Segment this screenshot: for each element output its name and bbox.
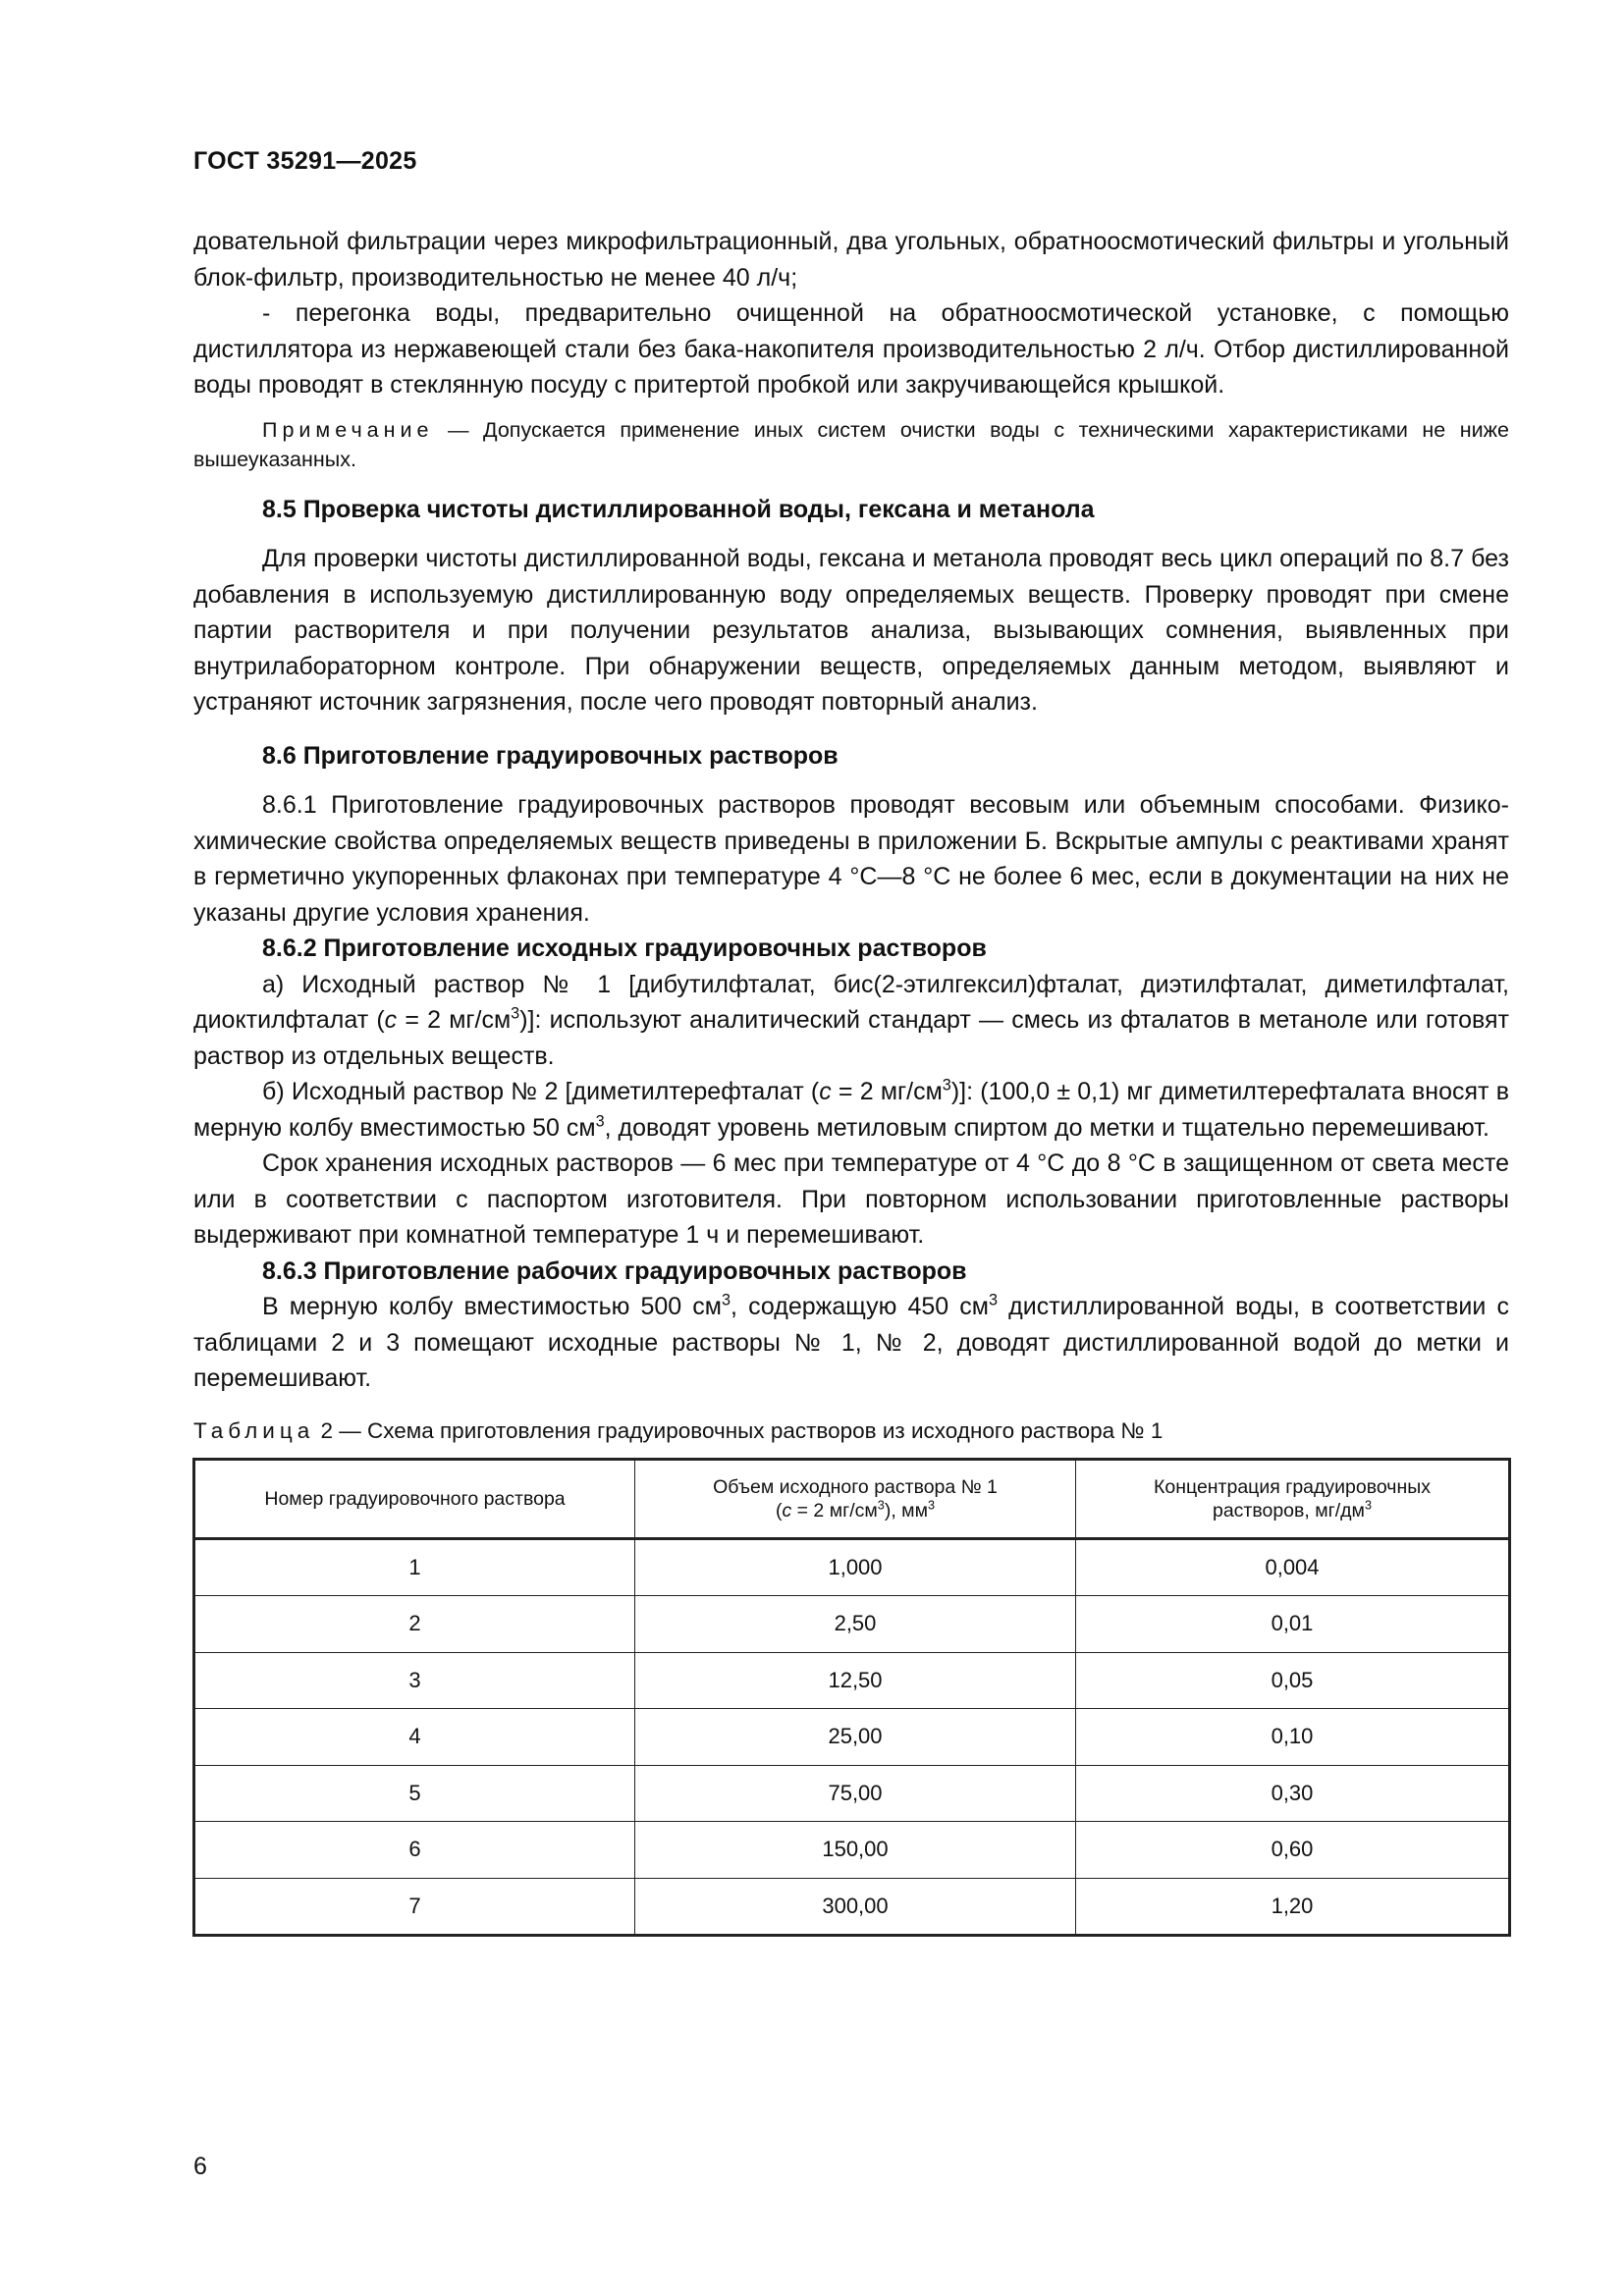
- paragraph-stock-solution-2: [193, 1074, 1509, 1146]
- concentration-symbol: с: [819, 1078, 832, 1105]
- document-header: ГОСТ 35291—2025: [193, 147, 417, 175]
- cell-solution-number: 1: [194, 1538, 635, 1596]
- stock-2-text-c: )]: (100,0 ± 0,1) мг диметилтерефталата вносят в мерную колбу вместимостью 50 см: [193, 1078, 1509, 1142]
- col3-line2: растворов, мг/дм: [1212, 1499, 1365, 1522]
- cell-solution-number: 6: [194, 1822, 635, 1879]
- paragraph-distillation: - перегонка воды, предварительно очищенной на обратноосмотической установке, с помощью дистиллятора из нержавеющей стали без бака-накопителя производительностью 2 л/ч. Отбор дистиллированной воды проводят в стеклянную посуду с притертой пробкой или закручивающейся крышкой.: [193, 299, 1509, 399]
- note: [193, 415, 1509, 474]
- table-row: [194, 1878, 1510, 1936]
- cell-stock-volume: 2,50: [635, 1596, 1076, 1653]
- table-caption-label: Таблица: [193, 1417, 315, 1443]
- stock-1-text-b: = 2 мг/см: [397, 1006, 512, 1034]
- table-2: [192, 1458, 1511, 1938]
- superscript: 3: [877, 1498, 885, 1512]
- superscript: 3: [595, 1112, 605, 1131]
- concentration-symbol: с: [384, 1006, 398, 1034]
- table-row: [194, 1709, 1510, 1766]
- working-text-c: дистиллированной воды, в соответствии с таблицами 2 и 3 помещают исходные растворы № 1, № 2, доводят дистиллированной водой до метки и перемешивают.: [193, 1293, 1509, 1392]
- superscript: 3: [928, 1498, 936, 1512]
- cell-solution-number: 7: [194, 1878, 635, 1936]
- table-caption-text: 2 — Схема приготовления градуировочных растворов из исходного раствора № 1: [314, 1417, 1164, 1443]
- paragraph-filtration: довательной фильтрации через микрофильтрационный, два угольных, обратноосмотический фильтры и угольный блок-фильтр, производительностью не менее 40 л/ч;: [193, 228, 1509, 292]
- document-body: [193, 224, 1509, 1937]
- superscript: 3: [1364, 1498, 1372, 1512]
- section-8-5-heading: 8.5 Проверка чистоты дистиллированной воды, гексана и метанола: [262, 495, 1095, 523]
- paragraph-storage: Срок хранения исходных растворов — 6 мес при температуре от 4 °С до 8 °С в защищенном от света месте или в соответствии с паспортом изготовителя. При повторном использовании приготовленные растворы выдерживают при комнатной температуре 1 ч и перемешивают.: [193, 1149, 1509, 1249]
- table-row: [194, 1652, 1510, 1709]
- col2-line1: Объем исходного раствора № 1: [713, 1475, 998, 1498]
- cell-stock-volume: 12,50: [635, 1652, 1076, 1709]
- cell-concentration: 0,004: [1076, 1538, 1510, 1596]
- table-2-caption: [193, 1416, 1509, 1446]
- stock-2-text-d: , доводят уровень метиловым спиртом до метки и тщательно перемешивают.: [604, 1113, 1489, 1142]
- superscript: 3: [989, 1291, 999, 1309]
- cell-stock-volume: 25,00: [635, 1709, 1076, 1766]
- concentration-symbol: с: [782, 1499, 792, 1522]
- superscript: 3: [511, 1004, 520, 1023]
- superscript: 3: [721, 1291, 731, 1309]
- column-header-stock-volume: [635, 1459, 1076, 1538]
- col2-mid: = 2 мг/см: [791, 1499, 878, 1522]
- paragraph-8-6-1: 8.6.1 Приготовление градуировочных растворов проводят весовым или объемным способами. Физико-химические свойства определяемых веществ приведены в приложении Б. Вскрытые ампулы с реактивами хранят в герметично укупоренных флаконах при температуре 4 °С—8 °С не более 6 мес, если в документации на них не указаны другие условия хранения.: [193, 791, 1509, 927]
- cell-concentration: 0,30: [1076, 1765, 1510, 1822]
- cell-concentration: 1,20: [1076, 1878, 1510, 1936]
- section-8-6-3-heading: 8.6.3 Приготовление рабочих градуировочных растворов: [262, 1256, 967, 1285]
- section-8-5-text: Для проверки чистоты дистиллированной воды, гексана и метанола проводят весь цикл операций по 8.7 без добавления в используемую дистиллированную воду определяемых веществ. Проверку проводят при смене партии растворителя и при получении результатов анализа, вызывающих сомнения, выявленных при внутрилабораторном контроле. При обнаружении веществ, определяемых данным методом, выявляют и устраняют источник загрязнения, после чего проводят повторный анализ.: [193, 545, 1509, 716]
- cell-concentration: 0,10: [1076, 1709, 1510, 1766]
- section-8-6-2-heading: 8.6.2 Приготовление исходных градуировочных растворов: [262, 934, 987, 962]
- cell-solution-number: 4: [194, 1709, 635, 1766]
- working-text-b: , содержащую 450 см: [731, 1293, 989, 1320]
- stock-1-text-a: а) Исходный раствор № 1 [дибутилфталат, бис(2-этилгексил)фталат, диэтилфталат, диметилфталат, диоктилфталат (: [193, 970, 1509, 1034]
- note-label: Примечание: [262, 417, 434, 442]
- page-number: 6: [193, 2153, 207, 2180]
- cell-stock-volume: 75,00: [635, 1765, 1076, 1822]
- note-text: — Допускается применение иных систем очистки воды с техническими характеристиками не ниже вышеуказанных.: [193, 417, 1509, 471]
- working-text-a: В мерную колбу вместимостью 500 см: [262, 1293, 722, 1320]
- superscript: 3: [942, 1076, 951, 1095]
- cell-solution-number: 5: [194, 1765, 635, 1822]
- cell-stock-volume: 300,00: [635, 1878, 1076, 1936]
- paragraph-working-solutions: [193, 1289, 1509, 1397]
- col3-line1: Концентрация градуировочных: [1154, 1475, 1431, 1498]
- cell-stock-volume: 1,000: [635, 1538, 1076, 1596]
- cell-concentration: 0,60: [1076, 1822, 1510, 1879]
- cell-solution-number: 2: [194, 1596, 635, 1653]
- column-header-solution-number: Номер градуировочного раствора: [194, 1459, 635, 1538]
- cell-concentration: 0,05: [1076, 1652, 1510, 1709]
- stock-2-text-a: б) Исходный раствор № 2 [диметилтерефталат (: [262, 1078, 820, 1105]
- table-row: [194, 1765, 1510, 1822]
- cell-concentration: 0,01: [1076, 1596, 1510, 1653]
- cell-stock-volume: 150,00: [635, 1822, 1076, 1879]
- table-row: [194, 1822, 1510, 1879]
- column-header-concentration: [1076, 1459, 1510, 1538]
- section-8-6-heading: 8.6 Приготовление градуировочных растворов: [262, 741, 839, 770]
- table-header-row: [194, 1459, 1510, 1538]
- col2-end: ), мм: [884, 1499, 928, 1522]
- stock-1-text-c: )]: используют аналитический стандарт — смесь из фталатов в метаноле или готовят раствор из отдельных веществ.: [193, 1006, 1509, 1070]
- paragraph-stock-solution-1: [193, 967, 1509, 1075]
- cell-solution-number: 3: [194, 1652, 635, 1709]
- table-row: [194, 1538, 1510, 1596]
- col2-paren: (: [775, 1499, 783, 1522]
- table-row: [194, 1596, 1510, 1653]
- stock-2-text-b: = 2 мг/см: [831, 1078, 943, 1105]
